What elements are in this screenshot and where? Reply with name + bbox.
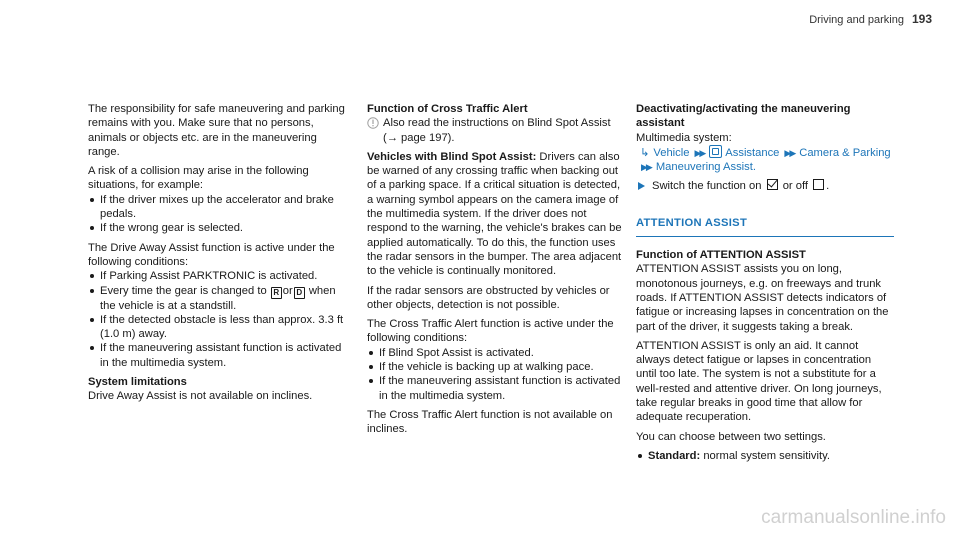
cross-traffic-inclines-text: The Cross Traffic Alert function is not available on inclines.	[367, 408, 613, 436]
menu-path	[636, 145, 894, 175]
watermark: carmanualsonline.info	[761, 507, 946, 528]
attention-assist-text-2: ATTENTION ASSIST is only an aid. It cannot always detect fatigue or lapses in concentration until too late. The system is not a substitute for a well-rested and attentive driver. On long journeys, take regular breaks in good time that allow for adequate recuperation.	[636, 339, 882, 424]
list-item: If the maneuvering assistant function is activated in the multimedia system.	[367, 374, 625, 403]
list-item: If the wrong gear is selected.	[88, 221, 346, 235]
settings-intro-text: You can choose between two settings.	[636, 430, 826, 443]
menu-vehicle: Vehicle	[653, 146, 690, 159]
column-1	[88, 102, 346, 409]
drive-away-conditions-list	[88, 269, 346, 370]
switch-function-step: Switch the function on or off .	[636, 179, 894, 193]
list-item-standard: Standard: normal system sensitivity.	[636, 449, 894, 463]
radar-obstruction-text: If the radar sensors are obstructed by vehicles or other objects, detection is not possible.	[367, 284, 610, 311]
page-header	[809, 12, 932, 26]
multimedia-label: Multimedia system:	[636, 131, 732, 144]
column-2	[367, 102, 625, 442]
collision-risk-text: A risk of a collision may arise in the following situations, for example:	[88, 165, 309, 192]
section-name: Driving and parking	[809, 14, 904, 26]
list-item: If the driver mixes up the accelerator and brake pedals.	[88, 193, 346, 222]
cross-traffic-heading: Function of Cross Traffic Alert	[367, 103, 528, 115]
blind-spot-label: Vehicles with Blind Spot Assist:	[367, 150, 537, 163]
info-note: Also read the instructions on Blind Spot Assist (→ page 197).	[367, 116, 625, 145]
page-number: 193	[911, 12, 932, 26]
gear-r-icon: R	[271, 287, 282, 299]
responsibility-text: The responsibility for safe maneuvering and parking remains with you. Make sure that no persons, animals or objects etc. are in the maneuvering range.	[88, 103, 345, 158]
cross-traffic-active-text: The Cross Traffic Alert function is active under the following conditions:	[367, 318, 614, 345]
menu-entry-arrow-icon: ↳	[640, 146, 650, 159]
collision-risk-list	[88, 193, 346, 236]
list-item: If the maneuvering assistant function is activated in the multimedia system.	[88, 341, 346, 370]
list-item: If the vehicle is backing up at walking pace.	[367, 360, 625, 374]
list-item: If Blind Spot Assist is activated.	[367, 346, 625, 360]
menu-assistance: Assistance	[725, 146, 780, 159]
action-arrow-icon	[638, 182, 645, 190]
chevron-right-icon: ▶▶	[694, 147, 705, 158]
blind-spot-paragraph: Vehicles with Blind Spot Assist: Drivers can also be warned of any crossing traffic when backing out of a parking space. If a critical situation is detected, a warning symbol appears on the camera image of the multimedia system. If the driver does not respond to the warning, the vehicle's brakes can be applied automatically. To do this, the function uses the radar sensors in the bumper. The area adjacent to the vehicle is continually monitored.	[367, 150, 622, 278]
settings-list	[636, 449, 894, 463]
gear-d-icon: D	[294, 287, 305, 299]
attention-assist-function-heading: Function of ATTENTION ASSIST	[636, 249, 806, 262]
list-item: If the detected obstacle is less than approx. 3.3 ft (1.0 m) away.	[88, 313, 346, 342]
checkbox-checked-icon	[767, 179, 778, 190]
list-item-gear-change: Every time the gear is changed to R or D when the vehicle is at a standstill.	[88, 284, 346, 313]
attention-assist-text-1: ATTENTION ASSIST assists you on long, monotonous journeys, e.g. on freeways and trunk roads. If ATTENTION ASSIST detects indicators of fatigue or increasing lapses in concentration on the part of the driver, it suggests taking a break.	[636, 263, 889, 333]
chevron-right-icon: ▶▶	[641, 162, 651, 173]
system-limitations-heading: System limitations	[88, 376, 187, 389]
menu-camera-parking: Camera & Parking	[799, 146, 891, 159]
checkbox-empty-icon	[813, 179, 824, 190]
system-limitations-text: Drive Away Assist is not available on inclines.	[88, 390, 313, 403]
attention-assist-section-title: ATTENTION ASSIST	[636, 216, 894, 237]
info-icon	[367, 117, 379, 129]
list-item: If Parking Assist PARKTRONIC is activated.	[88, 269, 346, 283]
drive-away-active-text: The Drive Away Assist function is active under the following conditions:	[88, 241, 335, 268]
chevron-right-icon: ▶▶	[784, 147, 795, 158]
assistance-icon	[709, 145, 722, 158]
column-3	[636, 102, 894, 468]
menu-maneuvering-assist: Maneuvering Assist.	[655, 161, 756, 174]
cross-traffic-conditions-list	[367, 346, 625, 403]
maneuvering-heading: Deactivating/activating the maneuvering assistant	[636, 103, 851, 130]
